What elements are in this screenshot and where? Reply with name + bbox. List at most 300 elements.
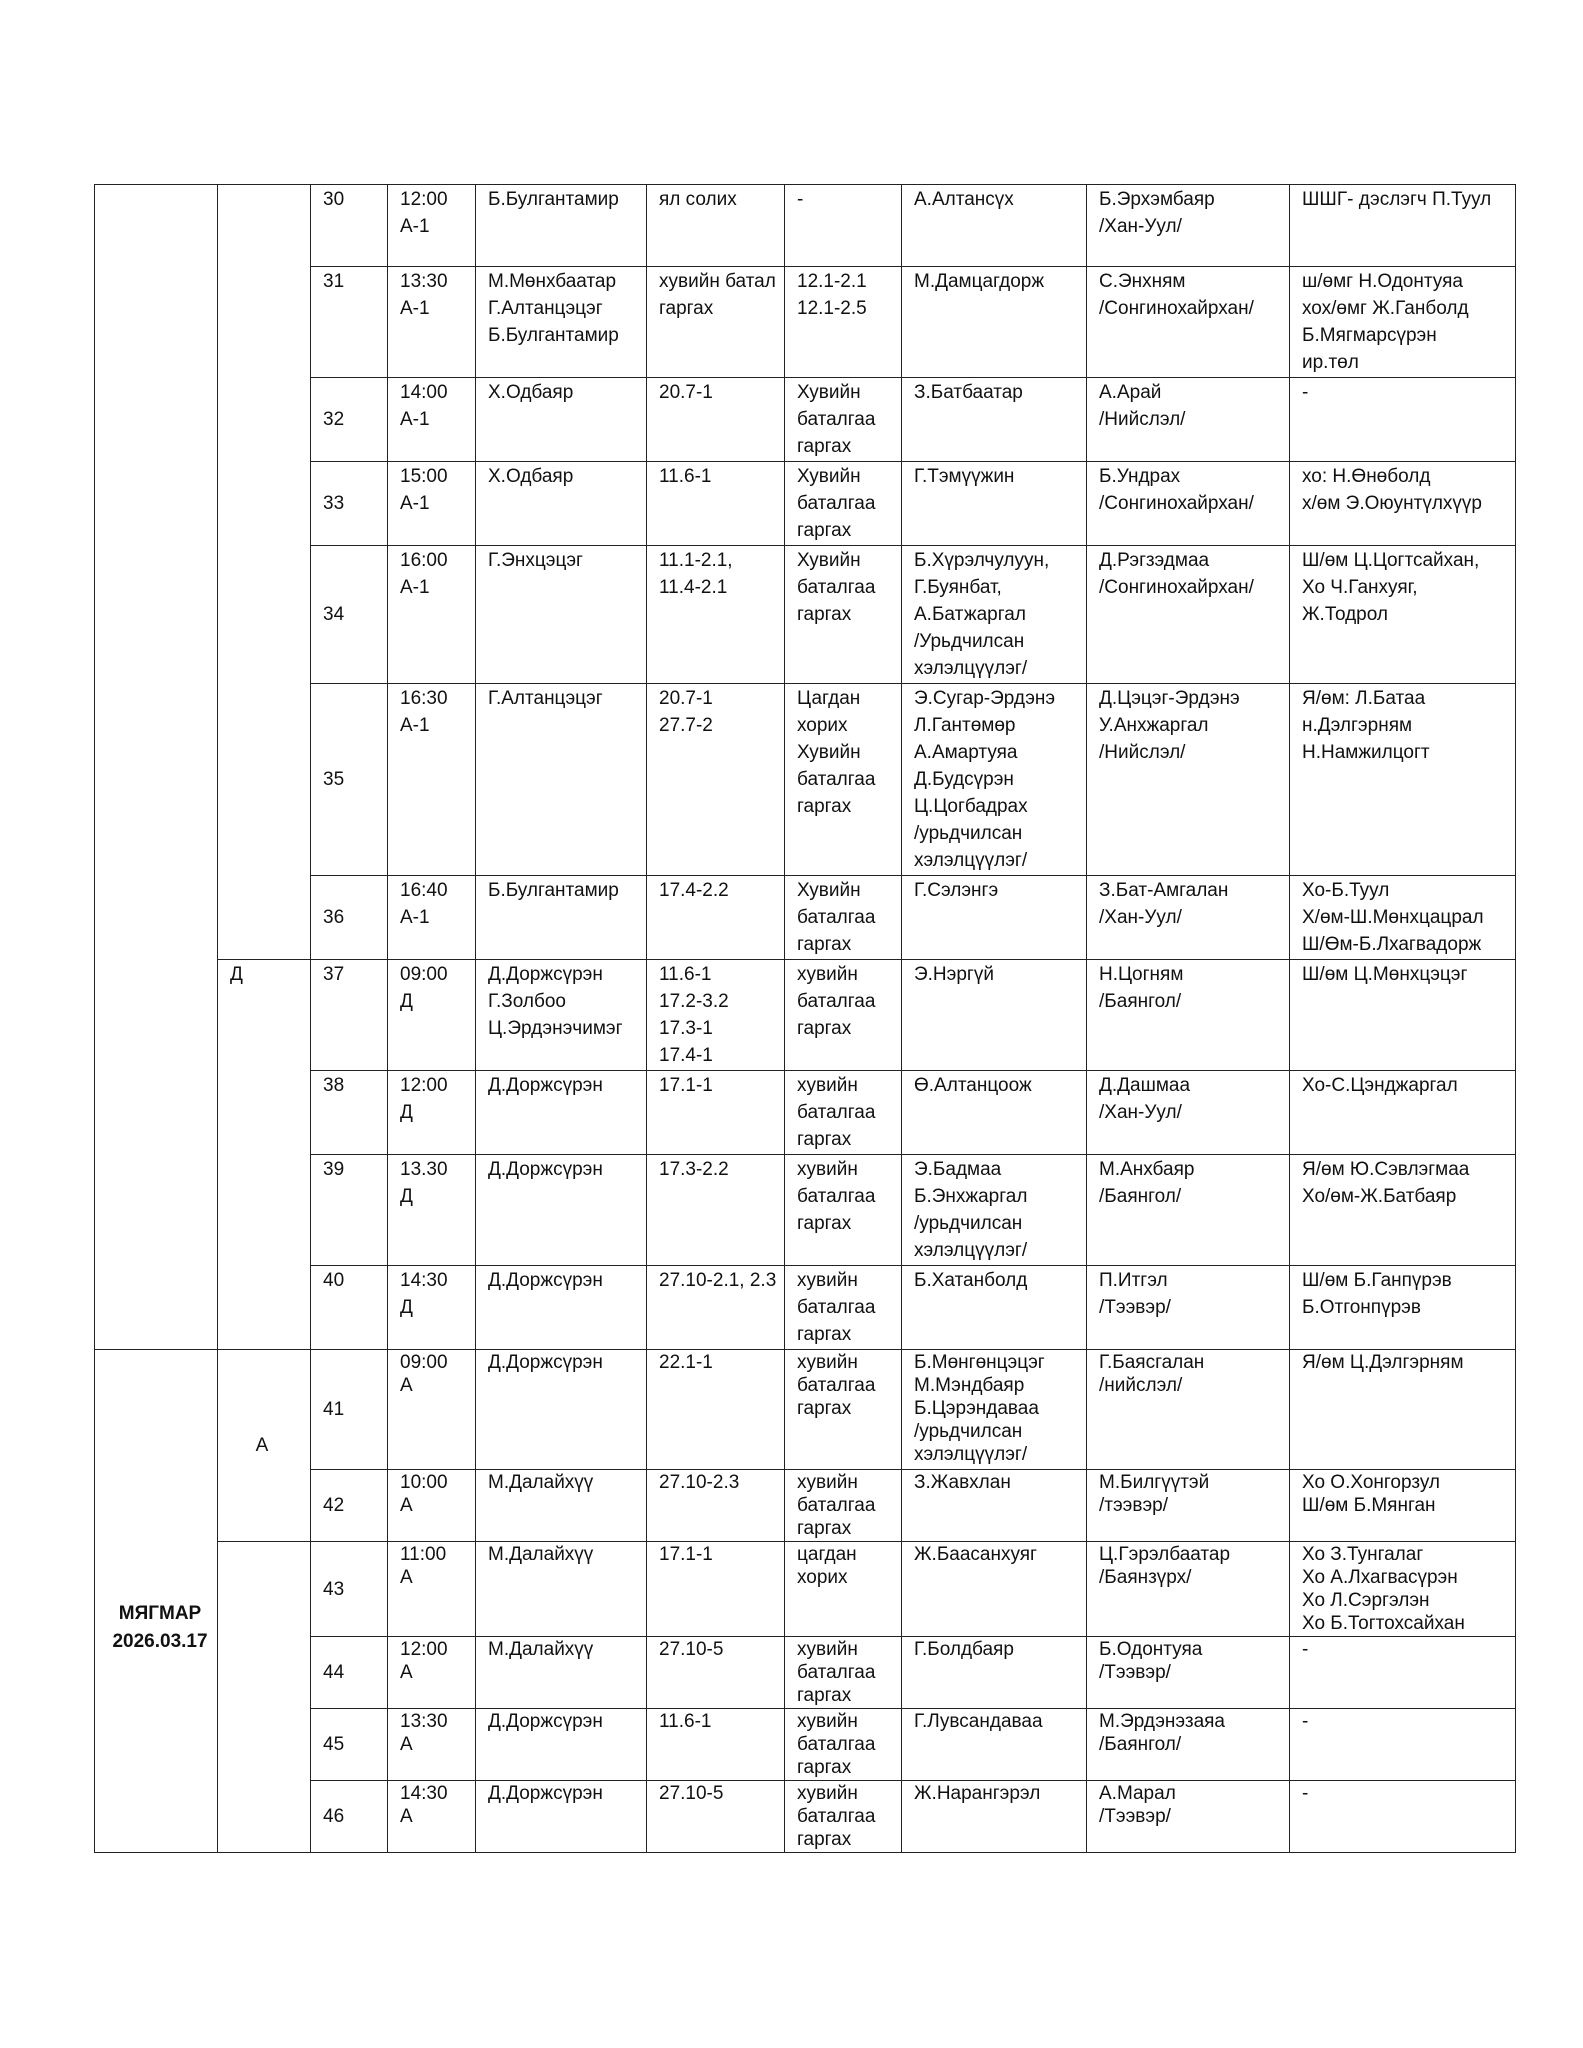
defendant-line: Э.Сугар-Эрдэнэ <box>914 688 1056 709</box>
row-number <box>311 185 388 267</box>
prosecutor-line: /тээвэр/ <box>1099 1495 1169 1516</box>
row-number <box>311 1470 388 1542</box>
lawyer-cell <box>1290 1781 1516 1853</box>
row-number <box>311 267 388 378</box>
article-cell <box>647 378 785 462</box>
lawyer-cell <box>1290 876 1516 960</box>
defendant-line: Б.Мөнгөнцэцэг <box>914 1352 1045 1373</box>
article-line: 20.7-1 <box>659 688 713 709</box>
row-number-text: 42 <box>323 1495 345 1516</box>
decision-line: хувийн <box>797 964 858 985</box>
article-line: 17.1-1 <box>659 1544 713 1565</box>
time-line: Д <box>400 991 413 1012</box>
lawyer-line: Хо/өм-Ж.Батбаяр <box>1302 1186 1457 1207</box>
time-line: 13:30 <box>400 271 448 292</box>
judge-line: Х.Одбаяр <box>488 466 574 487</box>
row-number-text: 41 <box>323 1399 345 1420</box>
article-line: гаргах <box>659 298 714 319</box>
decision-cell <box>785 1470 902 1542</box>
lawyer-line: - <box>1302 382 1309 403</box>
decision-cell <box>785 876 902 960</box>
judge-cell <box>476 960 647 1071</box>
decision-line: Хувийн <box>797 466 861 487</box>
decision-line: гаргах <box>797 1213 852 1234</box>
article-line: 11.6-1 <box>659 1711 712 1732</box>
judge-cell <box>476 378 647 462</box>
article-line: 11.6-1 <box>659 466 712 487</box>
decision-line: баталгаа <box>797 991 876 1012</box>
judge-cell <box>476 876 647 960</box>
article-cell <box>647 1542 785 1637</box>
lawyer-line: Ж.Тодрол <box>1302 604 1388 625</box>
decision-line: гаргах <box>797 1829 852 1850</box>
time-line: 12:00 <box>400 189 448 210</box>
decision-line: Хувийн <box>797 880 861 901</box>
defendant-line: /урьдчилсан <box>914 1213 1023 1234</box>
judge-line: Г.Алтанцэцэг <box>488 688 603 709</box>
prosecutor-line: /Сонгинохайрхан/ <box>1099 493 1254 514</box>
lawyer-line: Ш/өм Ц.Цогтсайхан, <box>1302 550 1480 571</box>
article-cell <box>647 462 785 546</box>
row-number <box>311 462 388 546</box>
decision-line: баталгаа <box>797 1297 876 1318</box>
decision-cell <box>785 1542 902 1637</box>
time-line: А-1 <box>400 715 430 736</box>
article-cell <box>647 267 785 378</box>
article-cell <box>647 185 785 267</box>
lawyer-line: Я/өм Ц.Дэлгэрням <box>1302 1352 1464 1373</box>
prosecutor-line: З.Бат-Амгалан <box>1099 880 1229 901</box>
row-number-text: 36 <box>323 907 345 928</box>
judge-line: М.Далайхүү <box>488 1544 594 1565</box>
decision-line: баталгаа <box>797 1102 876 1123</box>
decision-line: гаргах <box>797 436 852 457</box>
prosecutor-line: П.Итгэл <box>1099 1270 1168 1291</box>
judge-line: Г.Алтанцэцэг <box>488 298 603 319</box>
lawyer-line: Х/өм-Ш.Мөнхцацрал <box>1302 907 1484 928</box>
time-line: А-1 <box>400 493 430 514</box>
prosecutor-line: У.Анхжаргал <box>1099 715 1209 736</box>
decision-line: Хувийн <box>797 742 861 763</box>
time-line: А <box>400 1375 413 1396</box>
lawyer-cell <box>1290 1637 1516 1709</box>
prosecutor-line: Н.Цогням <box>1099 964 1184 985</box>
judge-cell <box>476 1071 647 1155</box>
prosecutor-cell <box>1087 546 1290 684</box>
defendant-line: Д.Будсүрэн <box>914 769 1014 790</box>
prosecutor-line: Д.Дашмаа <box>1099 1075 1191 1096</box>
decision-line: хувийн <box>797 1352 858 1373</box>
lawyer-line: Хо-С.Цэнджаргал <box>1302 1075 1458 1096</box>
defendant-line: Г.Сэлэнгэ <box>914 880 999 901</box>
row-number <box>311 876 388 960</box>
decision-line: хувийн <box>797 1472 858 1493</box>
defendant-line: З.Жавхлан <box>914 1472 1011 1493</box>
prosecutor-cell <box>1087 876 1290 960</box>
judge-cell <box>476 1350 647 1470</box>
prosecutor-line: /Баянгол/ <box>1099 1186 1182 1207</box>
defendant-cell <box>902 1071 1087 1155</box>
defendant-cell <box>902 1350 1087 1470</box>
judge-line: Ц.Эрдэнэчимэг <box>488 1018 623 1039</box>
room-cell-blank <box>218 1542 311 1853</box>
prosecutor-line: М.Билгүүтэй <box>1099 1472 1210 1493</box>
table-row <box>95 185 1516 267</box>
row-number <box>311 1637 388 1709</box>
prosecutor-line: /Баянзүрх/ <box>1099 1567 1192 1588</box>
time-line: А-1 <box>400 298 430 319</box>
time-line: Д <box>400 1102 413 1123</box>
time-line: 11:00 <box>400 1544 447 1565</box>
judge-line: Д.Доржсүрэн <box>488 1783 603 1804</box>
prosecutor-line: Д.Рэгзэдмаа <box>1099 550 1210 571</box>
time-cell <box>388 378 476 462</box>
decision-line: баталгаа <box>797 907 876 928</box>
lawyer-line: Хо Б.Тогтохсайхан <box>1302 1613 1465 1634</box>
decision-line: гаргах <box>797 1757 852 1778</box>
decision-cell <box>785 185 902 267</box>
prosecutor-line: /Баянгол/ <box>1099 1734 1182 1755</box>
prosecutor-line: /Нийслэл/ <box>1099 409 1186 430</box>
judge-cell <box>476 1542 647 1637</box>
judge-line: Г.Энхцэцэг <box>488 550 583 571</box>
prosecutor-line: А.Марал <box>1099 1783 1176 1804</box>
judge-line: Б.Булгантамир <box>488 880 619 901</box>
decision-line: - <box>797 189 804 210</box>
lawyer-line: Хо З.Тунгалаг <box>1302 1544 1424 1565</box>
prosecutor-cell <box>1087 185 1290 267</box>
defendant-line: /Урьдчилсан <box>914 631 1025 652</box>
article-cell <box>647 1266 785 1350</box>
day-date: 2026.03.17 <box>112 1631 208 1652</box>
judge-line: Д.Доржсүрэн <box>488 1711 603 1732</box>
time-line: 12:00 <box>400 1075 448 1096</box>
prosecutor-line: Д.Цэцэг-Эрдэнэ <box>1099 688 1240 709</box>
decision-cell <box>785 1071 902 1155</box>
lawyer-cell <box>1290 1071 1516 1155</box>
row-number-text: 30 <box>323 189 345 210</box>
decision-cell <box>785 462 902 546</box>
lawyer-line: хох/өмг Ж.Ганболд <box>1302 298 1469 319</box>
prosecutor-line: /Тээвэр/ <box>1099 1662 1171 1683</box>
time-line: 10:00 <box>400 1472 448 1493</box>
time-line: А <box>400 1734 413 1755</box>
article-cell <box>647 1709 785 1781</box>
prosecutor-cell <box>1087 1266 1290 1350</box>
article-line: 27.10-2.1, 2.3 <box>659 1270 777 1291</box>
decision-line: хувийн <box>797 1270 858 1291</box>
defendant-cell <box>902 960 1087 1071</box>
article-cell <box>647 960 785 1071</box>
judge-line: Б.Булгантамир <box>488 189 619 210</box>
room-cell <box>218 1350 311 1542</box>
prosecutor-line: /Баянгол/ <box>1099 991 1182 1012</box>
row-number-text: 32 <box>323 409 345 430</box>
table-row <box>95 1350 1516 1470</box>
defendant-line: Э.Нэргүй <box>914 964 994 985</box>
article-line: 27.10-2.3 <box>659 1472 740 1493</box>
judge-cell <box>476 1266 647 1350</box>
lawyer-line: Хо А.Лхагвасүрэн <box>1302 1567 1458 1588</box>
defendant-cell <box>902 876 1087 960</box>
article-line: 17.3-1 <box>659 1018 713 1039</box>
time-line: 13.30 <box>400 1159 448 1180</box>
time-line: 14:30 <box>400 1783 448 1804</box>
defendant-cell <box>902 1470 1087 1542</box>
prosecutor-cell <box>1087 1781 1290 1853</box>
defendant-line: Б.Хүрэлчулуун, <box>914 550 1050 571</box>
time-cell <box>388 185 476 267</box>
lawyer-line: Н.Намжилцогт <box>1302 742 1430 763</box>
decision-line: 12.1-2.1 <box>797 271 867 292</box>
decision-cell <box>785 546 902 684</box>
time-cell <box>388 1637 476 1709</box>
prosecutor-cell <box>1087 1071 1290 1155</box>
article-cell <box>647 1470 785 1542</box>
prosecutor-line: /Тээвэр/ <box>1099 1806 1171 1827</box>
time-cell <box>388 876 476 960</box>
table-row <box>95 960 1516 1071</box>
defendant-line: Ө.Алтанцоож <box>914 1075 1032 1096</box>
row-number-text: 31 <box>323 271 345 292</box>
time-line: 16:30 <box>400 688 448 709</box>
day-cell <box>95 1350 218 1853</box>
decision-cell <box>785 1266 902 1350</box>
lawyer-cell <box>1290 1709 1516 1781</box>
prosecutor-cell <box>1087 684 1290 876</box>
lawyer-line: ш/өмг Н.Одонтуяа <box>1302 271 1463 292</box>
time-cell <box>388 1470 476 1542</box>
decision-line: гаргах <box>797 1324 852 1345</box>
lawyer-line: н.Дэлгэрням <box>1302 715 1413 736</box>
defendant-line: Л.Гантөмөр <box>914 715 1016 736</box>
prosecutor-line: М.Эрдэнэзаяа <box>1099 1711 1225 1732</box>
defendant-cell <box>902 378 1087 462</box>
defendant-line: Ж.Баасанхуяг <box>914 1544 1037 1565</box>
defendant-cell <box>902 1542 1087 1637</box>
hearing-schedule-table <box>94 184 1516 1853</box>
row-number <box>311 1709 388 1781</box>
decision-line: Цагдан <box>797 688 861 709</box>
prosecutor-line: С.Энхням <box>1099 271 1186 292</box>
defendant-line: Ц.Цогбадрах <box>914 796 1028 817</box>
article-line: хувийн батал <box>659 271 776 292</box>
article-line: 17.4-2.2 <box>659 880 729 901</box>
defendant-line: хэлэлцүүлэг/ <box>914 658 1028 679</box>
article-line: 27.10-5 <box>659 1783 724 1804</box>
prosecutor-line: Б.Эрхэмбаяр <box>1099 189 1215 210</box>
lawyer-line: Хо-Б.Туул <box>1302 880 1390 901</box>
time-line: А <box>400 1662 413 1683</box>
prosecutor-line: /Сонгинохайрхан/ <box>1099 298 1254 319</box>
lawyer-line: Ш/өм Б.Мянган <box>1302 1495 1436 1516</box>
defendant-line: Г.Болдбаяр <box>914 1639 1014 1660</box>
defendant-cell <box>902 462 1087 546</box>
lawyer-cell <box>1290 185 1516 267</box>
defendant-cell <box>902 1266 1087 1350</box>
decision-cell <box>785 960 902 1071</box>
decision-line: гаргах <box>797 1018 852 1039</box>
article-line: 17.3-2.2 <box>659 1159 729 1180</box>
time-line: А-1 <box>400 907 430 928</box>
article-line: 11.1-2.1, <box>659 550 733 571</box>
judge-cell <box>476 185 647 267</box>
article-line: 17.4-1 <box>659 1045 713 1066</box>
defendant-line: Г.Лувсандаваа <box>914 1711 1043 1732</box>
prosecutor-line: М.Анхбаяр <box>1099 1159 1195 1180</box>
decision-cell <box>785 1709 902 1781</box>
prosecutor-line: /Хан-Уул/ <box>1099 1102 1182 1123</box>
time-line: 09:00 <box>400 964 448 985</box>
decision-cell <box>785 267 902 378</box>
decision-line: гаргах <box>797 1129 852 1150</box>
defendant-line: Б.Энхжаргал <box>914 1186 1028 1207</box>
row-number-text: 34 <box>323 604 345 625</box>
judge-line: Д.Доржсүрэн <box>488 1352 603 1373</box>
judge-line: М.Далайхүү <box>488 1639 594 1660</box>
lawyer-line: Я/өм Ю.Сэвлэгмаа <box>1302 1159 1470 1180</box>
defendant-line: З.Батбаатар <box>914 382 1023 403</box>
decision-line: хувийн <box>797 1639 858 1660</box>
judge-cell <box>476 267 647 378</box>
defendant-cell <box>902 684 1087 876</box>
article-line: 11.4-2.1 <box>659 577 728 598</box>
decision-line: хувийн <box>797 1711 858 1732</box>
decision-line: баталгаа <box>797 1662 876 1683</box>
article-line: 11.6-1 <box>659 964 712 985</box>
room-label: А <box>255 1435 269 1456</box>
lawyer-cell <box>1290 1470 1516 1542</box>
defendant-line: М.Дамцагдорж <box>914 271 1045 292</box>
decision-line: баталгаа <box>797 1375 876 1396</box>
lawyer-line: - <box>1302 1783 1309 1804</box>
time-line: 13:30 <box>400 1711 448 1732</box>
lawyer-line: ШШГ- дэслэгч П.Туул <box>1302 189 1492 210</box>
time-line: А <box>400 1495 413 1516</box>
decision-line: хувийн <box>797 1075 858 1096</box>
row-number-text: 33 <box>323 493 345 514</box>
time-line: 15:00 <box>400 466 448 487</box>
judge-cell <box>476 462 647 546</box>
time-cell <box>388 546 476 684</box>
defendant-line: Б.Цэрэндаваа <box>914 1398 1039 1419</box>
judge-line: Д.Доржсүрэн <box>488 964 603 985</box>
decision-line: баталгаа <box>797 409 876 430</box>
defendant-cell <box>902 185 1087 267</box>
row-number-text: 38 <box>323 1075 345 1096</box>
lawyer-line: ир.төл <box>1302 352 1359 373</box>
judge-cell <box>476 1709 647 1781</box>
row-number <box>311 378 388 462</box>
room-cell <box>218 960 311 1350</box>
prosecutor-line: /Нийслэл/ <box>1099 742 1186 763</box>
time-cell <box>388 1542 476 1637</box>
decision-line: цагдан <box>797 1544 857 1565</box>
decision-line: баталгаа <box>797 1806 876 1827</box>
row-number <box>311 1071 388 1155</box>
decision-line: хорих <box>797 715 848 736</box>
lawyer-cell <box>1290 1266 1516 1350</box>
row-number <box>311 1781 388 1853</box>
row-number-text: 45 <box>323 1734 345 1755</box>
lawyer-line: Я/өм: Л.Батаа <box>1302 688 1426 709</box>
prosecutor-line: /Сонгинохайрхан/ <box>1099 577 1254 598</box>
judge-cell <box>476 684 647 876</box>
lawyer-cell <box>1290 1155 1516 1266</box>
defendant-line: хэлэлцүүлэг/ <box>914 1444 1028 1465</box>
judge-line: Б.Булгантамир <box>488 325 619 346</box>
prosecutor-cell <box>1087 1470 1290 1542</box>
judge-line: Д.Доржсүрэн <box>488 1159 603 1180</box>
time-cell <box>388 684 476 876</box>
prosecutor-cell <box>1087 960 1290 1071</box>
day-cell-blank <box>95 185 218 1350</box>
judge-line: Д.Доржсүрэн <box>488 1075 603 1096</box>
prosecutor-line: /нийслэл/ <box>1099 1375 1183 1396</box>
decision-line: 12.1-2.5 <box>797 298 867 319</box>
defendant-line: Ж.Нарангэрэл <box>914 1783 1041 1804</box>
decision-line: гаргах <box>797 1518 852 1539</box>
decision-line: баталгаа <box>797 493 876 514</box>
decision-cell <box>785 378 902 462</box>
time-cell <box>388 1071 476 1155</box>
lawyer-line: Хо Л.Сэргэлэн <box>1302 1590 1430 1611</box>
lawyer-line: Ш/өм Ц.Мөнхцэцэг <box>1302 964 1468 985</box>
defendant-line: хэлэлцүүлэг/ <box>914 1240 1028 1261</box>
lawyer-cell <box>1290 960 1516 1071</box>
time-line: А <box>400 1567 413 1588</box>
time-line: Д <box>400 1186 413 1207</box>
room-label: Д <box>230 964 243 985</box>
article-cell <box>647 876 785 960</box>
lawyer-line: - <box>1302 1711 1309 1732</box>
time-line: 09:00 <box>400 1352 448 1373</box>
article-line: 22.1-1 <box>659 1352 713 1373</box>
time-cell <box>388 267 476 378</box>
row-number-text: 43 <box>323 1578 345 1600</box>
article-cell <box>647 1350 785 1470</box>
row-number-text: 46 <box>323 1806 345 1827</box>
room-cell-blank <box>218 185 311 960</box>
day-name: МЯГМАР <box>118 1603 202 1624</box>
lawyer-cell <box>1290 267 1516 378</box>
defendant-cell <box>902 1637 1087 1709</box>
table-row <box>95 1542 1516 1637</box>
decision-line: баталгаа <box>797 769 876 790</box>
prosecutor-line: Ц.Гэрэлбаатар <box>1099 1544 1231 1565</box>
article-line: ял солих <box>659 189 737 210</box>
prosecutor-cell <box>1087 1637 1290 1709</box>
judge-line: Х.Одбаяр <box>488 382 574 403</box>
decision-line: Хувийн <box>797 550 861 571</box>
prosecutor-cell <box>1087 462 1290 546</box>
row-number <box>311 684 388 876</box>
time-line: А-1 <box>400 216 430 237</box>
prosecutor-cell <box>1087 378 1290 462</box>
defendant-line: Г.Тэмүүжин <box>914 466 1015 487</box>
lawyer-line: - <box>1302 1639 1309 1660</box>
lawyer-line: х/өм Э.Оюунтүлхүүр <box>1302 493 1482 514</box>
prosecutor-line: Б.Одонтуяа <box>1099 1639 1203 1660</box>
schedule-body <box>95 185 1516 1853</box>
defendant-line: А.Алтансүх <box>914 189 1014 210</box>
time-cell <box>388 1709 476 1781</box>
decision-line: баталгаа <box>797 1186 876 1207</box>
prosecutor-line: /Тээвэр/ <box>1099 1297 1171 1318</box>
time-line: 14:00 <box>400 382 448 403</box>
prosecutor-cell <box>1087 1155 1290 1266</box>
article-line: 20.7-1 <box>659 382 713 403</box>
